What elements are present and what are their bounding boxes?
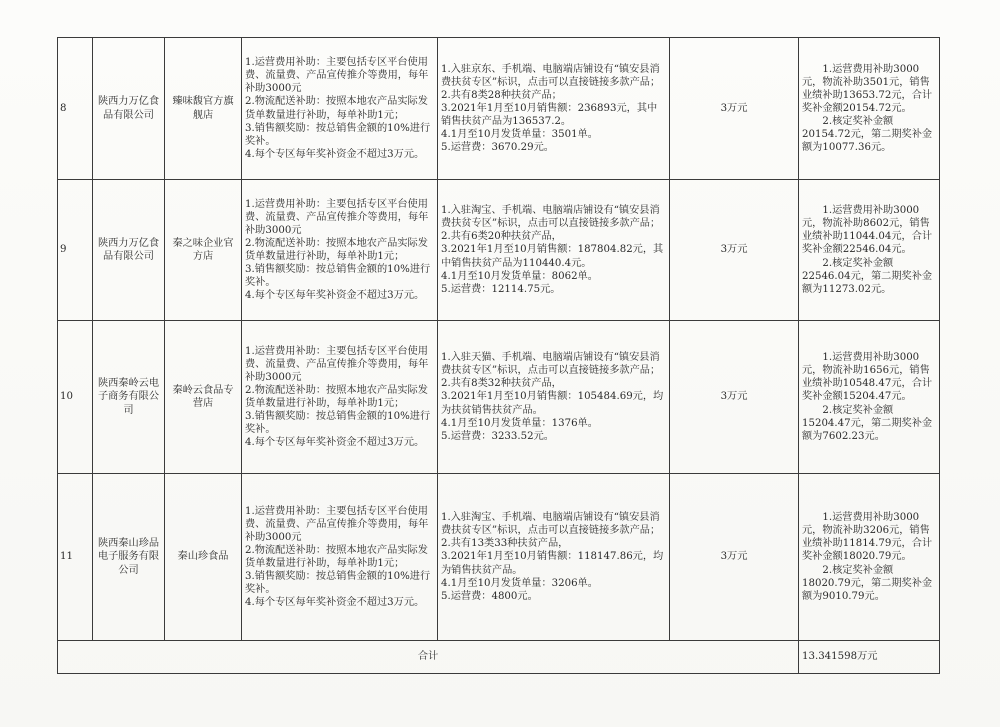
store-name: 秦之味企业官方店 bbox=[165, 180, 242, 321]
policy-line: 1.运营费用补助：主要包括专区平台使用费、流量费、产品宣传推介等费用，每年补助3000元 bbox=[245, 345, 429, 383]
detail-line: 1.入驻淘宝、手机端、电脑端店铺设有“镇安县消费扶贫专区”标识，点击可以直接链接多款产品； bbox=[441, 512, 661, 537]
policy-line: 3.销售额奖励：按总销售金额的10%进行奖补。 bbox=[245, 122, 431, 147]
policy-line: 3.销售额奖励：按总销售金额的10%进行奖补。 bbox=[245, 571, 431, 596]
policy-cell bbox=[242, 38, 438, 180]
company-name: 陕西秦山珍品电子服务有限公司 bbox=[93, 474, 165, 641]
policy-line: 1.运营费用补助：主要包括专区平台使用费、流量费、产品宣传推介等费用，每年补助3000元 bbox=[245, 505, 429, 543]
detail-line: 5.运营费：4800元。 bbox=[441, 590, 538, 602]
row-number: 8 bbox=[58, 38, 93, 180]
policy-line: 4.每个专区每年奖补资金不超过3万元。 bbox=[245, 597, 425, 609]
store-name: 秦山珍食品 bbox=[165, 474, 242, 641]
amount-cell: 3万元 bbox=[670, 321, 799, 474]
detail-line: 2.共有13类33种扶贫产品， bbox=[441, 538, 569, 550]
policy-cell bbox=[242, 321, 438, 474]
store-name: 臻味馥官方旗舰店 bbox=[165, 38, 242, 180]
policy-line: 2.物流配送补助：按照本地农产品实际发货单数量进行补助，每单补助1元； bbox=[245, 96, 428, 121]
detail-line: 4.1月至10月发货单量：3501单。 bbox=[441, 129, 598, 141]
policy-line: 1.运营费用补助：主要包括专区平台使用费、流量费、产品宣传推介等费用，每年补助3000元 bbox=[245, 57, 429, 95]
detail-cell bbox=[438, 180, 670, 321]
row-number: 11 bbox=[58, 474, 93, 641]
detail-line: 5.运营费：3233.52元。 bbox=[441, 430, 554, 442]
audit-line: 1.运营费用补助3000元，物流补助3206元，销售业绩补助11814.79元，合计奖补金额18020.79元。 bbox=[802, 512, 933, 563]
detail-line: 2.共有8类32种扶贫产品， bbox=[441, 378, 562, 390]
table-row bbox=[58, 474, 940, 641]
policy-line: 2.物流配送补助：按照本地农产品实际发货单数量进行补助，每单补助1元； bbox=[245, 237, 428, 262]
audit-cell bbox=[799, 474, 940, 641]
audit-line: 1.运营费用补助3000元，物流补助1656元，销售业绩补助10548.47元，合计奖补金额15204.47元。 bbox=[802, 352, 933, 403]
total-row bbox=[58, 641, 940, 674]
detail-line: 5.运营费：3670.29元。 bbox=[441, 142, 554, 154]
policy-line: 2.物流配送补助：按照本地农产品实际发货单数量进行补助，每单补助1元； bbox=[245, 544, 428, 569]
detail-line: 2.共有6类20种扶贫产品， bbox=[441, 231, 562, 243]
detail-cell bbox=[438, 321, 670, 474]
policy-line: 4.每个专区每年奖补资金不超过3万元。 bbox=[245, 437, 425, 449]
amount-cell: 3万元 bbox=[670, 474, 799, 641]
audit-line: 2.核定奖补金额22546.04元，第二期奖补金额为11273.02元。 bbox=[802, 257, 933, 295]
policy-line: 3.销售额奖励：按总销售金额的10%进行奖补。 bbox=[245, 411, 431, 436]
table-row bbox=[58, 321, 940, 474]
audit-line: 2.核定奖补金额20154.72元，第二期奖补金额为10077.36元。 bbox=[802, 116, 933, 154]
row-number: 9 bbox=[58, 180, 93, 321]
detail-line: 3.2021年1月至10月销售额：118147.86元，均为销售扶贫产品。 bbox=[441, 551, 664, 576]
detail-line: 3.2021年1月至10月销售额：105484.69元，均为扶贫销售扶贫产品。 bbox=[441, 391, 664, 416]
detail-cell bbox=[438, 474, 670, 641]
detail-line: 4.1月至10月发货单量：1376单。 bbox=[441, 417, 598, 429]
audit-line: 1.运营费用补助3000元，物流补助3501元，销售业绩补助13653.72元，合计奖补金额20154.72元。 bbox=[802, 63, 933, 114]
detail-line: 1.入驻淘宝、手机端、电脑端店铺设有“镇安县消费扶贫专区”标识，点击可以直接链接多款产品； bbox=[441, 205, 661, 230]
policy-line: 4.每个专区每年奖补资金不超过3万元。 bbox=[245, 290, 425, 302]
audit-line: 2.核定奖补金额18020.79元，第二期奖补金额为9010.79元。 bbox=[802, 564, 933, 602]
policy-cell bbox=[242, 180, 438, 321]
audit-cell bbox=[799, 180, 940, 321]
detail-line: 3.2021年1月至10月销售额：187804.82元，其中销售扶贫产品为110440.4元。 bbox=[441, 244, 664, 269]
company-name: 陕西力万亿食品有限公司 bbox=[93, 38, 165, 180]
detail-line: 1.入驻天猫、手机端、电脑端店铺设有“镇安县消费扶贫专区”标识，点击可以直接链接多款产品； bbox=[441, 352, 661, 377]
detail-line: 5.运营费：12114.75元。 bbox=[441, 283, 561, 295]
total-value: 13.341598万元 bbox=[799, 641, 940, 674]
detail-cell bbox=[438, 38, 670, 180]
policy-line: 3.销售额奖励：按总销售金额的10%进行奖补。 bbox=[245, 264, 431, 289]
amount-cell: 3万元 bbox=[670, 38, 799, 180]
policy-line: 2.物流配送补助：按照本地农产品实际发货单数量进行补助，每单补助1元； bbox=[245, 384, 428, 409]
detail-line: 2.共有8类28种扶贫产品； bbox=[441, 89, 562, 101]
policy-line: 1.运营费用补助：主要包括专区平台使用费、流量费、产品宣传推介等费用，每年补助3000元 bbox=[245, 198, 429, 236]
row-number: 10 bbox=[58, 321, 93, 474]
policy-cell bbox=[242, 474, 438, 641]
company-name: 陕西力万亿食品有限公司 bbox=[93, 180, 165, 321]
policy-line: 4.每个专区每年奖补资金不超过3万元。 bbox=[245, 148, 425, 160]
detail-line: 4.1月至10月发货单量：8062单。 bbox=[441, 270, 598, 282]
audit-line: 2.核定奖补金额15204.47元，第二期奖补金额为7602.23元。 bbox=[802, 404, 933, 442]
detail-line: 1.入驻京东、手机端、电脑端店铺设有“镇安县消费扶贫专区”标识，点击可以直接链接多款产品； bbox=[441, 63, 661, 88]
detail-line: 4.1月至10月发货单量：3206单。 bbox=[441, 577, 598, 589]
subsidy-table bbox=[57, 37, 940, 674]
audit-cell bbox=[799, 38, 940, 180]
total-label: 合计 bbox=[58, 641, 799, 674]
detail-line: 3.2021年1月至10月销售额：236893元，其中销售扶贫产品为136537.2。 bbox=[441, 102, 658, 128]
store-name: 秦岭云食品专营店 bbox=[165, 321, 242, 474]
company-name: 陕西秦岭云电子商务有限公司 bbox=[93, 321, 165, 474]
audit-cell bbox=[799, 321, 940, 474]
audit-line: 1.运营费用补助3000元，物流补助8602元，销售业绩补助11044.04元，合计奖补金额22546.04元。 bbox=[802, 205, 933, 256]
table-row bbox=[58, 38, 940, 180]
amount-cell: 3万元 bbox=[670, 180, 799, 321]
table-row bbox=[58, 180, 940, 321]
